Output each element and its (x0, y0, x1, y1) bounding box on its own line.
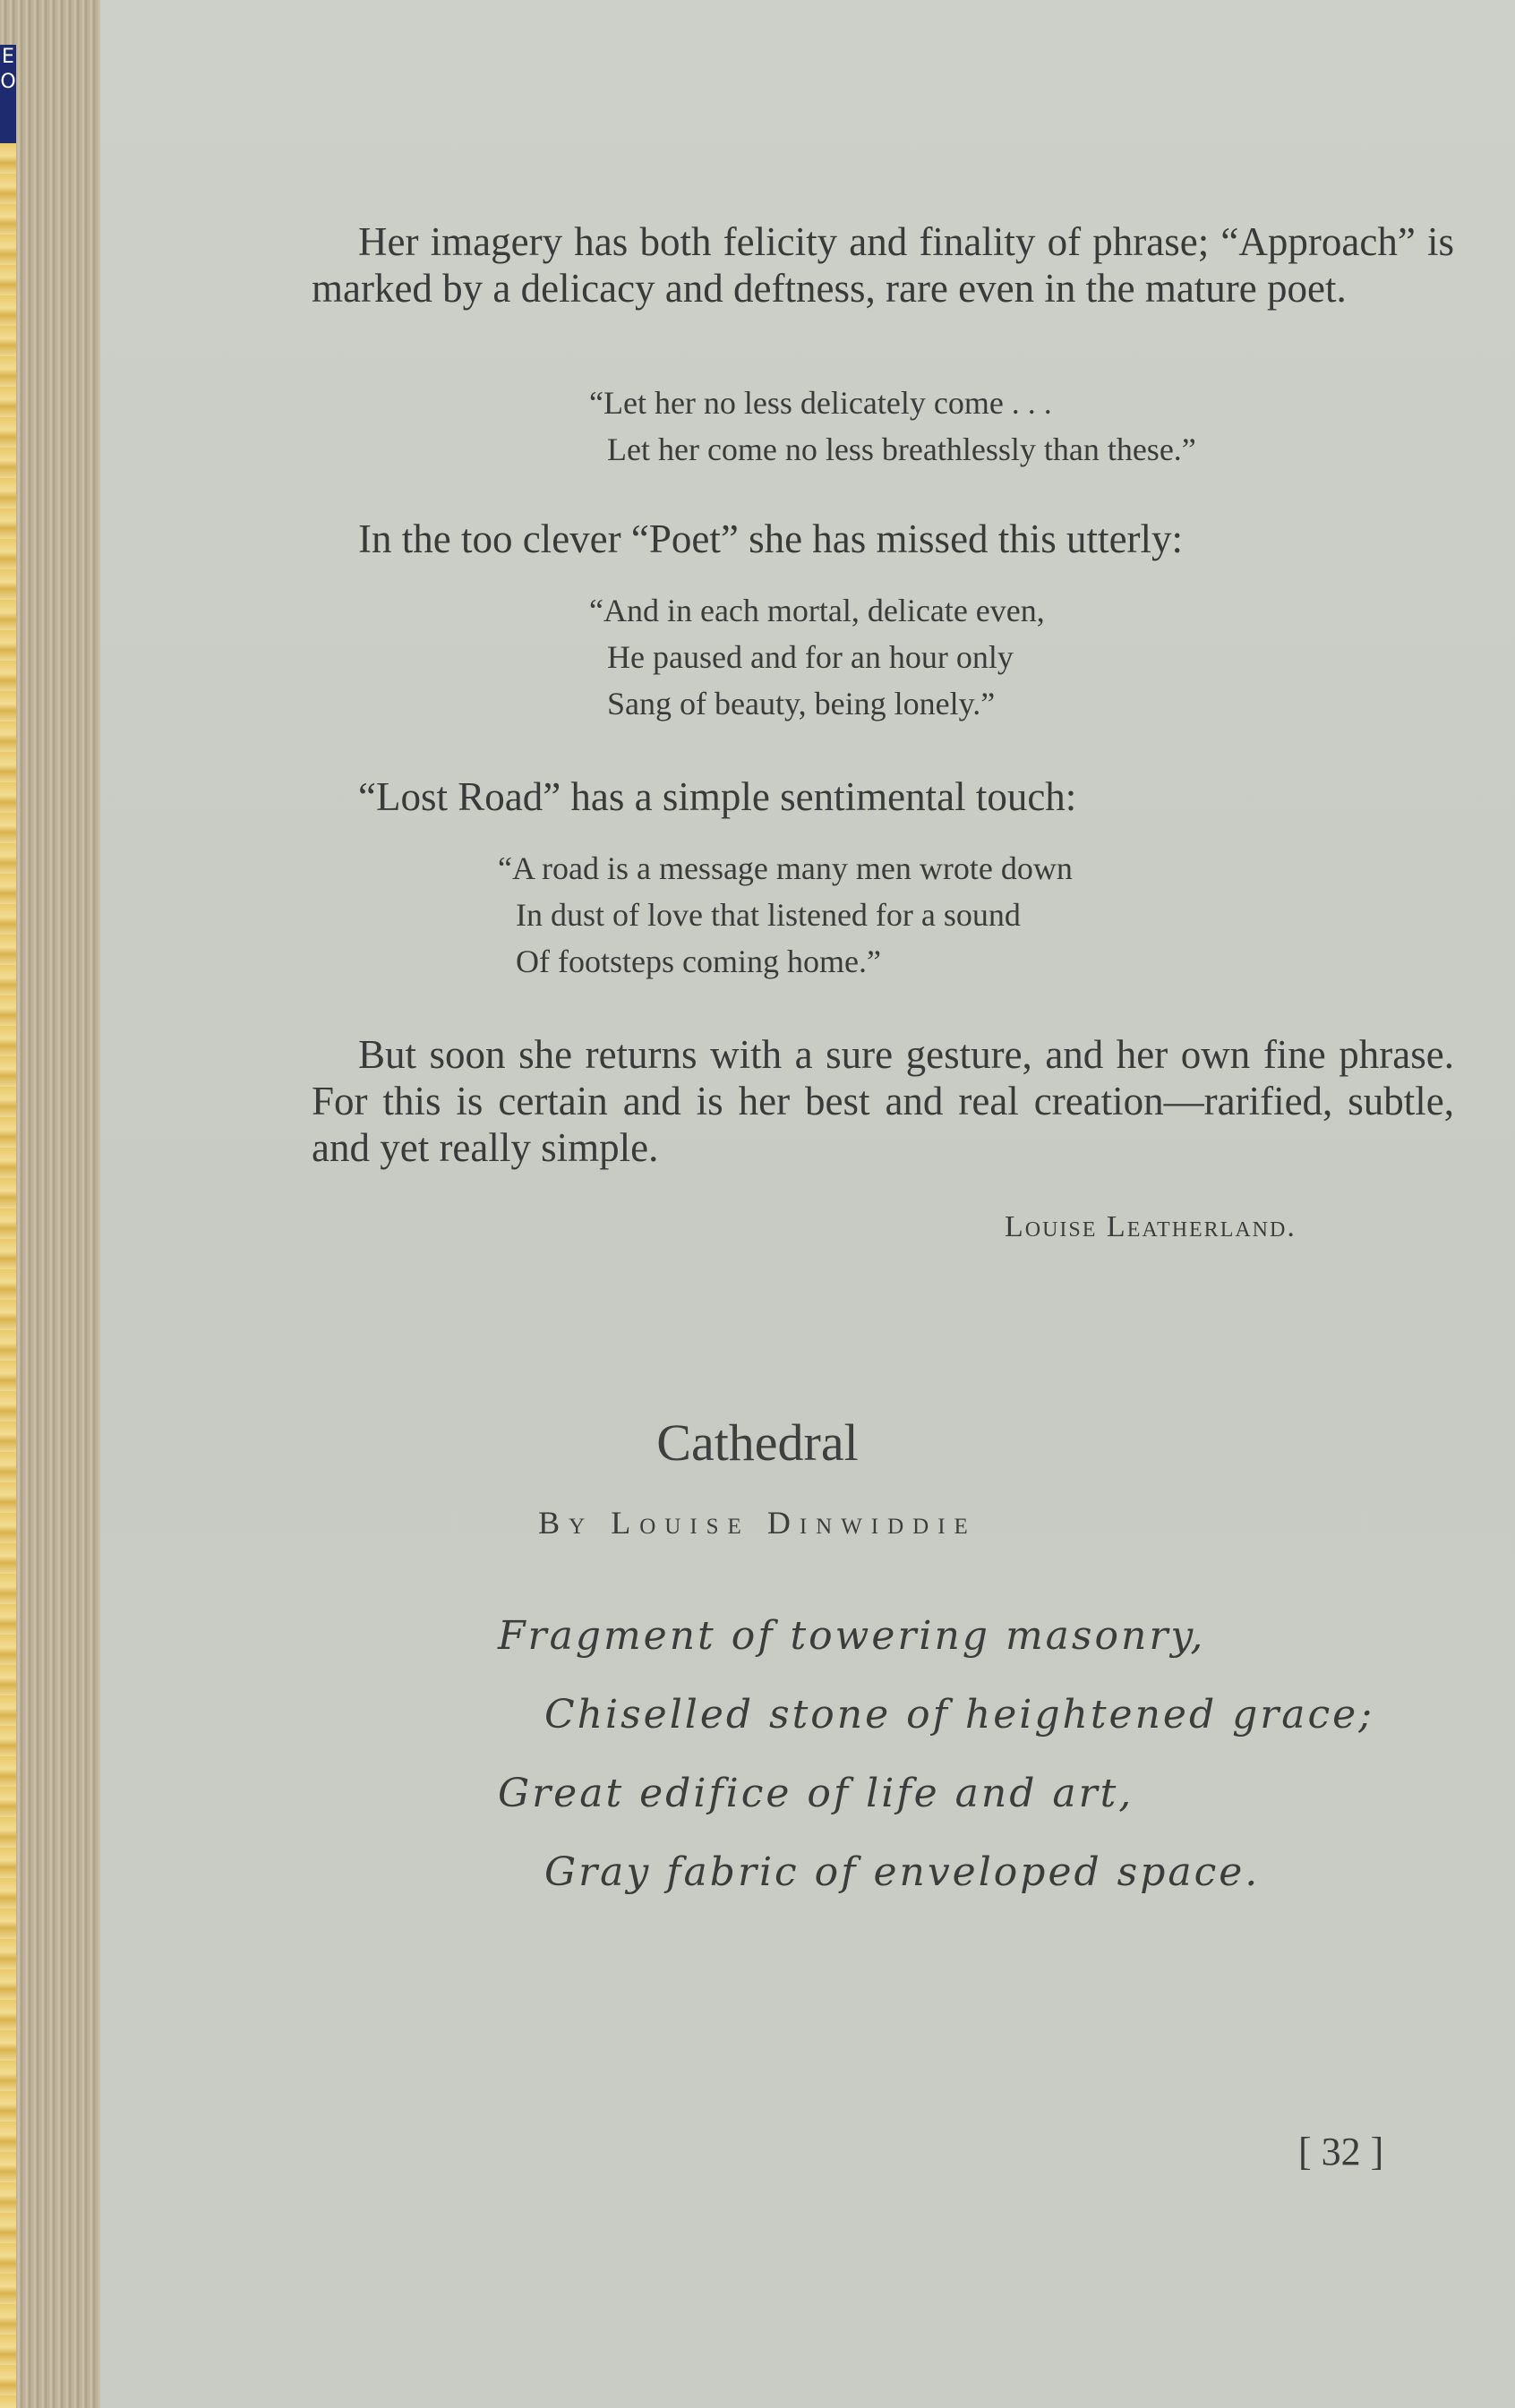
adjacent-page-edge (0, 143, 16, 2408)
review-signature: Louise Leatherland. (1005, 1210, 1297, 1243)
poem-line-2: Chiselled stone of heightened grace; (544, 1692, 1375, 1738)
paragraph-1-text: Her imagery has both felicity and finality of phrase; “Approach” is marked by a delicacy and deftness, rare even in the mature poet. (312, 219, 1454, 311)
paragraph-4-text: But soon she returns with a sure gesture, and her own fine phrase. For this is certain and is her best and real creation—rarified, subtle, and yet really simple. (312, 1032, 1454, 1170)
page-background (100, 0, 1515, 2408)
quote-line: Let her come no less breathlessly than these.” (607, 431, 1196, 467)
quote-approach (589, 380, 1196, 473)
quote-line: In dust of love that listened for a sound (516, 897, 1021, 933)
paragraph-2 (312, 516, 1454, 562)
paragraph-4 (312, 1031, 1454, 1171)
poem-line-1: Fragment of towering masonry, (498, 1613, 1206, 1659)
quote-line: He paused and for an hour only (607, 639, 1014, 675)
poem-title: Cathedral (656, 1413, 859, 1472)
paragraph-3-text: “Lost Road” has a simple sentimental touch: (358, 774, 1077, 819)
quote-line: “A road is a message many men wrote down (498, 850, 1073, 886)
paragraph-3 (312, 773, 1454, 820)
edge-tab: E O (0, 45, 16, 143)
quote-line: “Let her no less delicately come . . . (589, 385, 1052, 421)
page-number: [ 32 ] (1298, 2130, 1384, 2173)
poem-byline: By Louise Dinwiddie (538, 1505, 977, 1541)
quote-line: “And in each mortal, delicate even, (589, 593, 1045, 628)
quote-lost-road (498, 845, 1073, 985)
quote-line: Of footsteps coming home.” (516, 944, 881, 979)
quote-poet (589, 587, 1045, 727)
quote-line: Sang of beauty, being lonely.” (607, 686, 996, 722)
paragraph-2-text: In the too clever “Poet” she has missed this utterly: (358, 517, 1184, 561)
poem-line-4: Gray fabric of enveloped space. (544, 1849, 1261, 1895)
poem-line-3: Great edifice of life and art, (498, 1771, 1134, 1816)
paragraph-1 (312, 218, 1454, 312)
